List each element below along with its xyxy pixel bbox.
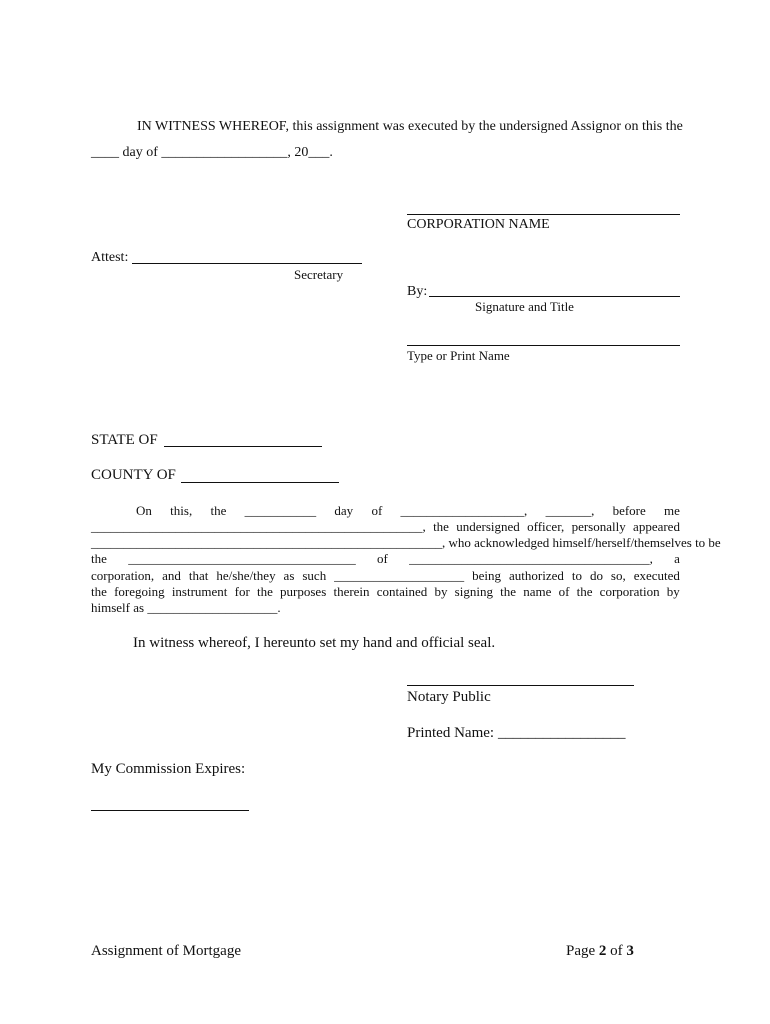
witness-clause-line1: IN WITNESS WHEREOF, this assignment was executed by the undersigned Assignor on this the bbox=[137, 119, 683, 134]
print-name-label: Type or Print Name bbox=[407, 348, 510, 363]
by-label: By: bbox=[407, 284, 428, 299]
footer-document-title: Assignment of Mortgage bbox=[91, 943, 241, 959]
attest-signature-line[interactable] bbox=[132, 263, 362, 264]
acknowledgment-line-4: the ___________________________________ of _____________________________________, a bbox=[91, 551, 680, 566]
corporation-name-label: CORPORATION NAME bbox=[407, 217, 550, 232]
commission-expires-label: My Commission Expires: bbox=[91, 761, 246, 777]
acknowledgment-line-1: On this, the ___________ day of ___________________, _______, before me bbox=[136, 503, 680, 518]
seal-statement: In witness whereof, I hereunto set my hand and official seal. bbox=[133, 635, 496, 651]
acknowledgment-line-6: the foregoing instrument for the purposes therein contained by signing the name of the corporation by bbox=[91, 584, 680, 599]
county-of-line[interactable] bbox=[181, 482, 339, 483]
notary-public-label: Notary Public bbox=[407, 689, 491, 705]
notary-signature-line[interactable] bbox=[407, 685, 634, 686]
commission-expires-line[interactable] bbox=[91, 810, 249, 811]
acknowledgment-line-7: himself as ____________________. bbox=[91, 600, 281, 615]
page-total: 3 bbox=[626, 943, 634, 959]
printed-name-label: Printed Name: bbox=[407, 725, 495, 741]
witness-clause-date: ____ day of __________________, 20___. bbox=[91, 145, 333, 160]
state-of-label: STATE OF bbox=[91, 432, 158, 448]
printed-name-field[interactable]: _________________ bbox=[498, 725, 626, 741]
state-of-line[interactable] bbox=[164, 446, 322, 447]
footer-page-number bbox=[566, 943, 634, 960]
page-prefix: Page bbox=[566, 943, 596, 959]
county-of-label: COUNTY OF bbox=[91, 467, 176, 483]
acknowledgment-line-5: corporation, and that he/she/they as such ____________________ being authorized to do so, executed bbox=[91, 568, 680, 583]
signature-title-label: Signature and Title bbox=[475, 299, 574, 314]
attest-label: Attest: bbox=[91, 250, 129, 265]
print-name-line[interactable] bbox=[407, 345, 680, 346]
page-current: 2 bbox=[598, 943, 607, 959]
acknowledgment-line-3: ______________________________________________________, who acknowledged himself/herself/themselves to be bbox=[91, 535, 721, 550]
acknowledgment-line-2: ___________________________________________________, the undersigned officer, personally appeared bbox=[91, 519, 680, 534]
by-signature-line[interactable] bbox=[429, 296, 680, 297]
corporation-name-line[interactable] bbox=[407, 214, 680, 215]
page-of: of bbox=[610, 943, 623, 959]
attest-role-label: Secretary bbox=[294, 267, 344, 282]
